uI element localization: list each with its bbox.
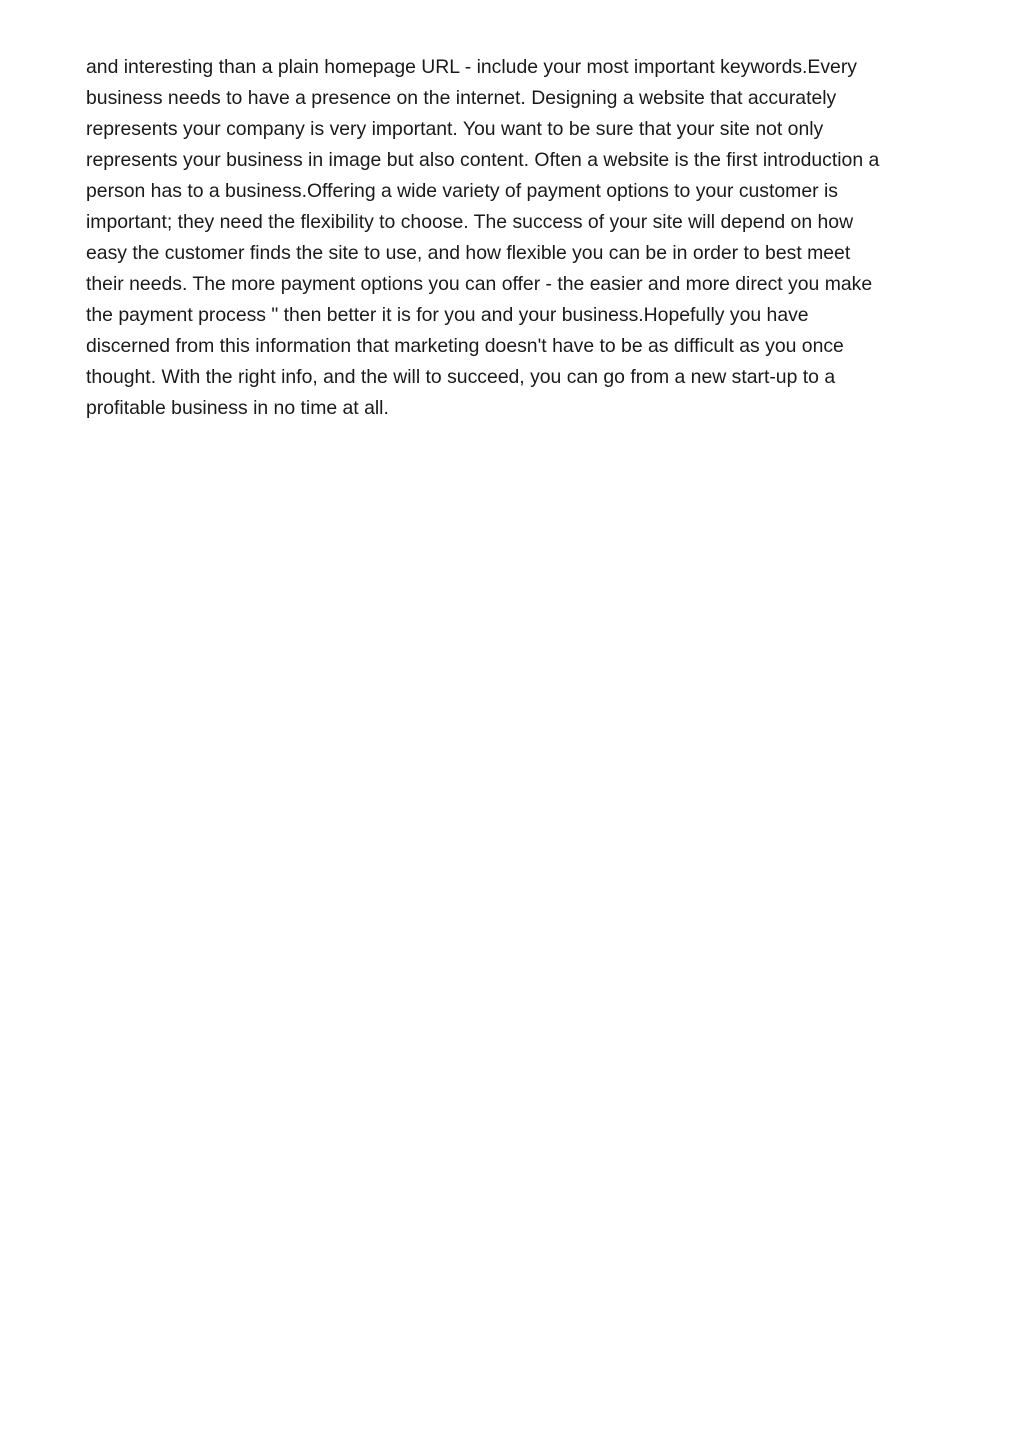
paragraph-line: easy the customer finds the site to use, and how flexible you can be in order to best meet: [86, 242, 851, 264]
paragraph-line: thought. With the right info, and the will to succeed, you can go from a new start-up to a: [86, 366, 836, 388]
paragraph-line: and interesting than a plain homepage URL - include your most important keywords.Every: [86, 56, 857, 78]
paragraph-line: profitable business in no time at all.: [86, 397, 389, 419]
paragraph-line: important; they need the flexibility to choose. The success of your site will depend on how: [86, 211, 854, 233]
paragraph-line: person has to a business.Offering a wide variety of payment options to your customer is: [86, 180, 838, 202]
paragraph-line: represents your business in image but also content. Often a website is the first introduction a: [86, 149, 880, 171]
paragraph-line: discerned from this information that marketing doesn't have to be as difficult as you once: [86, 335, 844, 357]
paragraph-line: business needs to have a presence on the internet. Designing a website that accurately: [86, 87, 837, 109]
paragraph-line: the payment process " then better it is for you and your business.Hopefully you have: [86, 304, 809, 326]
paragraph-line: represents your company is very important. You want to be sure that your site not only: [86, 118, 824, 140]
paragraph-line: their needs. The more payment options you can offer - the easier and more direct you make: [86, 273, 873, 295]
body-paragraph: [86, 52, 946, 424]
